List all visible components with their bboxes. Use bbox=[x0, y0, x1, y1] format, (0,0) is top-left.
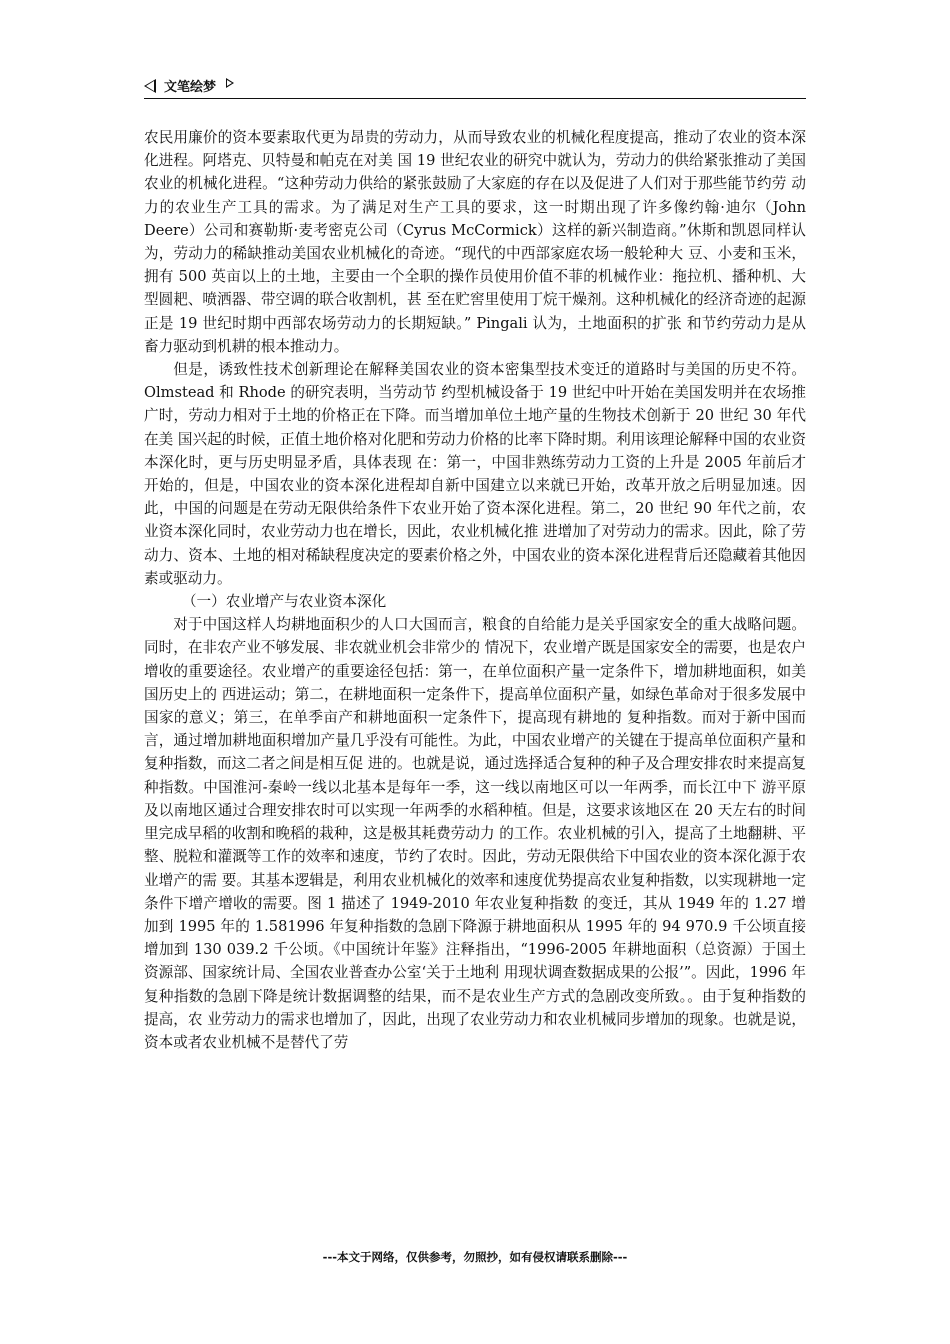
header-brand bbox=[144, 76, 234, 95]
paragraph-2: 但是，诱致性技术创新理论在解释美国农业的资本密集型技术变迁的道路时与美国的历史不符。Olmstead 和 Rhode 的研究表明，当劳动节 约型机械设备于 19 世纪中叶开始在美国发明并在农场推广时，劳动力相对于土地的价格正在下降。而当增加单位土地产量的生物技术创新于 20 世纪 30 年代在美 国兴起的时候，正值土地价格对化肥和劳动力价格的比率下降时期。利用该理论解释中国的农业资本深化时，更与历史明显矛盾，具体表现 在：第一，中国非熟练劳动力工资的上升是 2005 年前后才开始的，但是，中国农业的资本深化进程却自新中国建立以来就已开始，改革开放之后明显加速。因 此，中国的问题是在劳动无限供给条件下农业开始了资本深化进程。第二，20 世纪 90 年代之前，农业资本深化同时，农业劳动力也在增长，因此，农业机械化推 进增加了对劳动力的需求。因此，除了劳动力、资本、土地的相对稀缺程度决定的要素价格之外，中国农业的资本深化进程背后还隐藏着其他因素或驱动力。 bbox=[144, 361, 806, 587]
paragraph-1: 农民用廉价的资本要素取代更为昂贵的劳动力，从而导致农业的机械化程度提高，推动了农业的资本深化进程。阿塔克、贝特曼和帕克在对美 国 19 世纪农业的研究中就认为，劳动力的供给紧张推动了美国农业的机械化进程。“这种劳动力供给的紧张鼓励了大家庭的存在以及促进了人们对于那些能节约劳 动力的农业生产工具的需求。为了满足对生产工具的要求，这一时期出现了许多像约翰·迪尔（John Deere）公司和赛勒斯·麦考密克公司（Cyrus McCormick）这样的新兴制造商。”休斯和凯恩同样认为，劳动力的稀缺推动美国农业机械化的奇迹。“现代的中西部家庭农场一般轮种大 豆、小麦和玉米，拥有 500 英亩以上的土地，主要由一个全职的操作员使用价值不菲的机械作业：拖拉机、播种机、大型圆耙、喷洒器、带空调的联合收割机，甚 至在贮窖里使用丁烷干燥剂。这种机械化的经济奇迹的起源正是 19 世纪时期中西部农场劳动力的长期短缺。” Pingali 认为，土地面积的扩张 和节约劳动力是从畜力驱动到机耕的根本推动力。 bbox=[144, 129, 806, 355]
document-body bbox=[144, 126, 806, 1054]
section-subheading: （一）农业增产与农业资本深化 bbox=[181, 593, 387, 611]
page-header bbox=[144, 72, 806, 99]
triangle-left-icon bbox=[144, 79, 156, 93]
triangle-right-icon bbox=[226, 78, 234, 88]
page-footer: ---本文于网络，仅供参考，勿照抄，如有侵权请联系删除--- bbox=[322, 1250, 628, 1264]
paragraph-3: 对于中国这样人均耕地面积少的人口大国而言，粮食的自给能力是关乎国家安全的重大战略问题。同时，在非农产业不够发展、非农就业机会非常少的 情况下，农业增产既是国家安全的需要，也是农户增收的重要途径。农业增产的重要途径包括：第一，在单位面积产量一定条件下，增加耕地面积，如美国历史上的 西进运动；第二，在耕地面积一定条件下，提高单位面积产量，如绿色革命对于很多发展中国家的意义；第三，在单季亩产和耕地面积一定条件下，提高现有耕地的 复种指数。而对于新中国而言，通过增加耕地面积增加产量几乎没有可能性。为此，中国农业增产的关键在于提高单位面积产量和复种指数，而这二者之间是相互促 进的。也就是说，通过选择适合复种的种子及合理安排农时来提高复种指数。中国淮河-秦岭一线以北基本是每年一季，这一线以南地区可以一年两季，而长江中下 游平原及以南地区通过合理安排农时可以实现一年两季的水稻种植。但是，这要求该地区在 20 天左右的时间里完成早稻的收割和晚稻的栽种，这是极其耗费劳动力 的工作。农业机械的引入，提高了土地翻耕、平整、脱粒和灌溉等工作的效率和速度，节约了农时。因此，劳动无限供给下中国农业的资本深化源于农业增产的需 要。其基本逻辑是，利用农业机械化的效率和速度优势提高农业复种指数，以实现耕地一定条件下增产增收的需要。图 1 描述了 1949-2010 年农业复种指数 的变迁，其从 1949 年的 1.27 增加到 1995 年的 1.581996 年复种指数的急剧下降源于耕地面积从 1995 年的 94 970.9 千公顷直接增加到 130 039.2 千公顷。《中国统计年鉴》注释指出，“1996-2005 年耕地面积（总资源）于国土资源部、国家统计局、全国农业普查办公室‘关于土地利 用现状调查数据成果的公报’”。因此，1996 年复种指数的急剧下降是统计数据调整的结果，而不是农业生产方式的急剧改变所致。。由于复种指数的提高，农 业劳动力的需求也增加了，因此，出现了农业劳动力和农业机械同步增加的现象。也就是说，资本或者农业机械不是替代了劳 bbox=[144, 616, 806, 1051]
header-title: 文笔绘梦 bbox=[164, 80, 217, 95]
